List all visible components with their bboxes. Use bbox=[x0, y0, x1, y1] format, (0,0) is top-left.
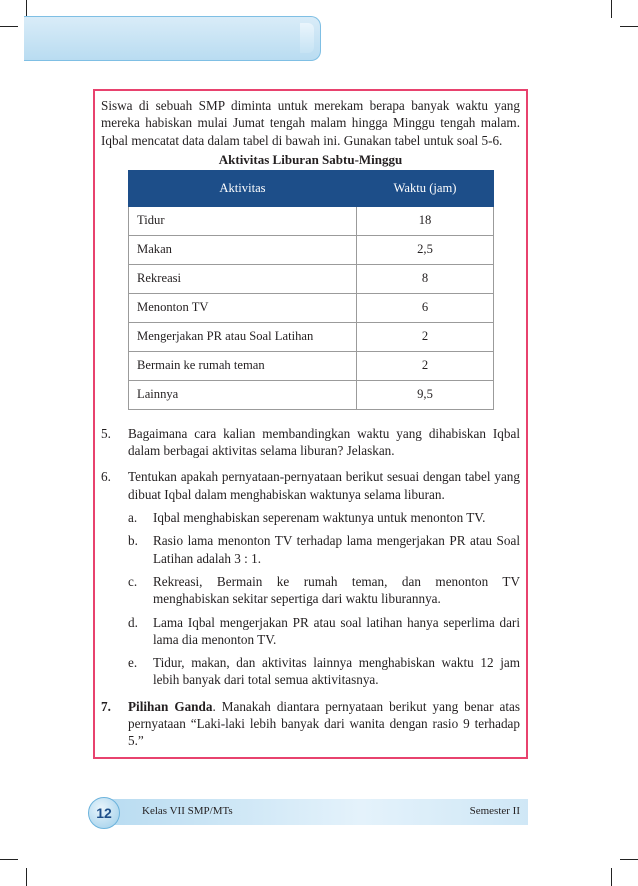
hours-cell: 9,5 bbox=[357, 380, 494, 409]
question-5 bbox=[101, 425, 520, 460]
crop-mark bbox=[611, 0, 612, 18]
table-row bbox=[129, 380, 494, 409]
hours-cell: 2 bbox=[357, 322, 494, 351]
crop-mark bbox=[0, 26, 18, 27]
table-row bbox=[129, 293, 494, 322]
question-number: 5. bbox=[101, 425, 111, 441]
crop-mark bbox=[620, 859, 638, 860]
question-body: . Manakah diantara pernyataan berikut yang benar atas pernyataan “Laki-laki lebih banyak dari wanita dengan rasio 9 terhadap 5.” bbox=[128, 698, 520, 749]
statement-a bbox=[128, 509, 520, 526]
activity-table bbox=[128, 170, 494, 410]
statement-letter: b. bbox=[128, 533, 138, 549]
hours-cell: 8 bbox=[357, 264, 494, 293]
activity-cell: Lainnya bbox=[129, 380, 357, 409]
statement-letter: e. bbox=[128, 655, 138, 671]
question-number: 7. bbox=[101, 698, 111, 714]
question-text: Tentukan apakah pernyataan-pernyataan berikut sesuai dengan tabel yang dibuat Iqbal dalam menghabiskan waktunya selama liburan. bbox=[128, 469, 520, 502]
header-activity: Aktivitas bbox=[129, 170, 357, 206]
statement-text: Lama Iqbal mengerjakan PR atau soal latihan hanya seperlima dari lama dia menonton TV. bbox=[153, 614, 520, 647]
activity-cell: Bermain ke rumah teman bbox=[129, 351, 357, 380]
statement-c bbox=[128, 573, 520, 608]
question-text: Bagaimana cara kalian membandingkan waktu yang dihabiskan Iqbal dalam berbagai aktivitas selama liburan? Jelaskan. bbox=[128, 425, 520, 459]
statement-text: Iqbal menghabiskan seperenam waktunya untuk menonton TV. bbox=[153, 510, 486, 526]
crop-mark bbox=[26, 868, 27, 886]
table-row bbox=[129, 264, 494, 293]
activity-cell: Makan bbox=[129, 235, 357, 264]
statement-b bbox=[128, 532, 520, 567]
footer-book-title: Kelas VII SMP/MTs bbox=[142, 805, 233, 817]
table-row bbox=[129, 351, 494, 380]
statement-letter: c. bbox=[128, 573, 138, 589]
question-6 bbox=[101, 468, 520, 503]
hours-cell: 2 bbox=[357, 351, 494, 380]
crop-mark bbox=[0, 859, 18, 860]
activity-cell: Menonton TV bbox=[129, 293, 357, 322]
table-row bbox=[129, 235, 494, 264]
question-7 bbox=[101, 698, 520, 750]
footer-semester: Semester II bbox=[469, 805, 520, 817]
question-text bbox=[128, 698, 520, 750]
table-row bbox=[129, 206, 494, 235]
table-title: Aktivitas Liburan Sabtu-Minggu bbox=[218, 151, 403, 167]
header-hours: Waktu (jam) bbox=[357, 170, 494, 206]
header-band bbox=[24, 16, 321, 61]
question-number: 6. bbox=[101, 469, 111, 485]
question-label: Pilihan Ganda bbox=[128, 698, 213, 714]
statement-text: Tidur, makan, dan aktivitas lainnya menghabiskan waktu 12 jam lebih banyak dari total semua aktivitasnya. bbox=[153, 655, 520, 688]
crop-mark bbox=[611, 868, 612, 886]
statement-letter: a. bbox=[128, 510, 138, 526]
activity-cell: Mengerjakan PR atau Soal Latihan bbox=[129, 322, 357, 351]
table-row bbox=[129, 322, 494, 351]
table-header-row bbox=[129, 170, 494, 206]
statement-letter: d. bbox=[128, 614, 138, 630]
crop-mark bbox=[620, 26, 638, 27]
statement-text: Rasio lama menonton TV terhadap lama mengerjakan PR atau Soal Latihan adalah 3 : 1. bbox=[153, 533, 520, 566]
statement-d bbox=[128, 614, 520, 649]
page-number-badge: 12 bbox=[88, 797, 120, 829]
hours-cell: 18 bbox=[357, 206, 494, 235]
statement-e bbox=[128, 654, 520, 689]
activity-cell: Tidur bbox=[129, 206, 357, 235]
intro-paragraph: Siswa di sebuah SMP diminta untuk merekam berapa banyak waktu yang mereka habiskan mulai Jumat tengah malam hingga Minggu tengah malam. Iqbal mencatat data dalam tabel di bawah ini. Gunakan tabel untuk soal 5-6. bbox=[101, 98, 520, 148]
hours-cell: 6 bbox=[357, 293, 494, 322]
statement-text: Rekreasi, Bermain ke rumah teman, dan menonton TV menghabiskan sekitar sepertiga dari waktu liburannya. bbox=[153, 573, 520, 607]
exercise-box bbox=[93, 89, 528, 759]
hours-cell: 2,5 bbox=[357, 235, 494, 264]
activity-cell: Rekreasi bbox=[129, 264, 357, 293]
